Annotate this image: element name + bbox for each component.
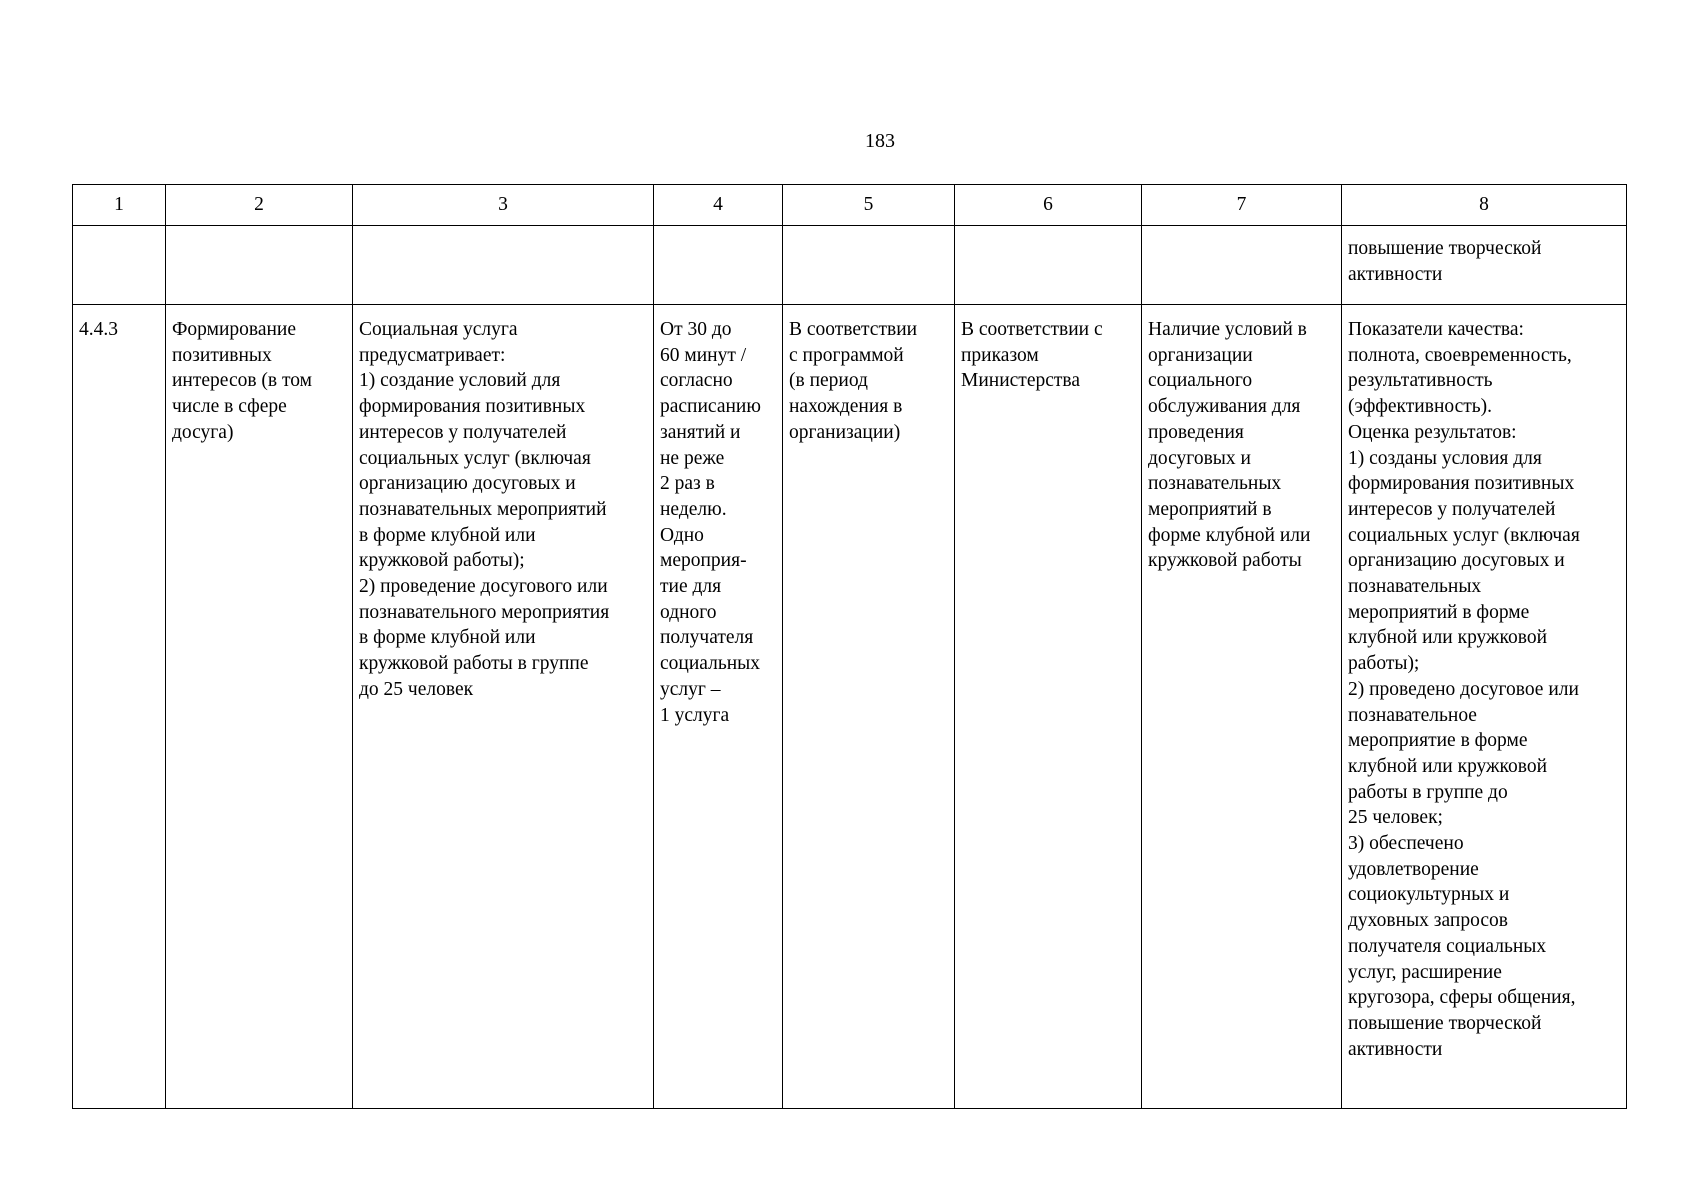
table-row xyxy=(73,226,1627,305)
conditions-cell: Наличие условий в организации социального обслуживания для проведения досуговых и познавательных мероприятий в форме клубной или кружковой работы xyxy=(1142,305,1342,1109)
header-cell: 6 xyxy=(955,185,1142,226)
service-name-cell: Формирование позитивных интересов (в том числе в сфере досуга) xyxy=(166,305,353,1109)
quality-indicators-cell: Показатели качества: полнота, своевременность, результативность (эффективность). Оценка результатов: 1) созданы условия для формирования позитивных интересов у получателей социальных услуг (включая организацию досуговых и познавательных мероприятий в форме клубной или кружковой работы); 2) проведено досуговое или познавательное мероприятие в форме клубной или кружковой работы в группе до 25 человек; 3) обеспечено удовлетворение социокультурных и духовных запросов получателя социальных услуг, расширение кругозора, сферы общения, повышение творческой активности xyxy=(1342,305,1627,1109)
table-cell xyxy=(1142,226,1342,305)
header-cell: 4 xyxy=(654,185,783,226)
header-cell: 3 xyxy=(353,185,654,226)
table-cell xyxy=(166,226,353,305)
service-duration-cell: От 30 до 60 минут / согласно расписанию занятий и не реже 2 раз в неделю. Одно мероприя- тие для одного получателя социальных услуг – 1 услуга xyxy=(654,305,783,1109)
header-cell: 5 xyxy=(783,185,955,226)
table-cell: повышение творческой активности xyxy=(1342,226,1627,305)
service-period-cell: В соответствии с программой (в период нахождения в организации) xyxy=(783,305,955,1109)
page-number: 183 xyxy=(865,130,895,152)
header-cell: 1 xyxy=(73,185,166,226)
table-cell xyxy=(353,226,654,305)
table-header-row xyxy=(73,185,1627,226)
table-row xyxy=(73,305,1627,1109)
tariff-cell: В соответствии с приказом Министерства xyxy=(955,305,1142,1109)
service-description-cell: Социальная услуга предусматривает: 1) создание условий для формирования позитивных интересов у получателей социальных услуг (включая организацию досуговых и познавательных мероприятий в форме клубной или кружковой работы); 2) проведение досугового или познавательного мероприятия в форме клубной или кружковой работы в группе до 25 человек xyxy=(353,305,654,1109)
header-cell: 8 xyxy=(1342,185,1627,226)
table-cell xyxy=(654,226,783,305)
table-cell xyxy=(73,226,166,305)
services-table xyxy=(72,184,1627,1109)
item-number-cell: 4.4.3 xyxy=(73,305,166,1109)
header-cell: 7 xyxy=(1142,185,1342,226)
header-cell: 2 xyxy=(166,185,353,226)
table-cell xyxy=(955,226,1142,305)
table-cell xyxy=(783,226,955,305)
